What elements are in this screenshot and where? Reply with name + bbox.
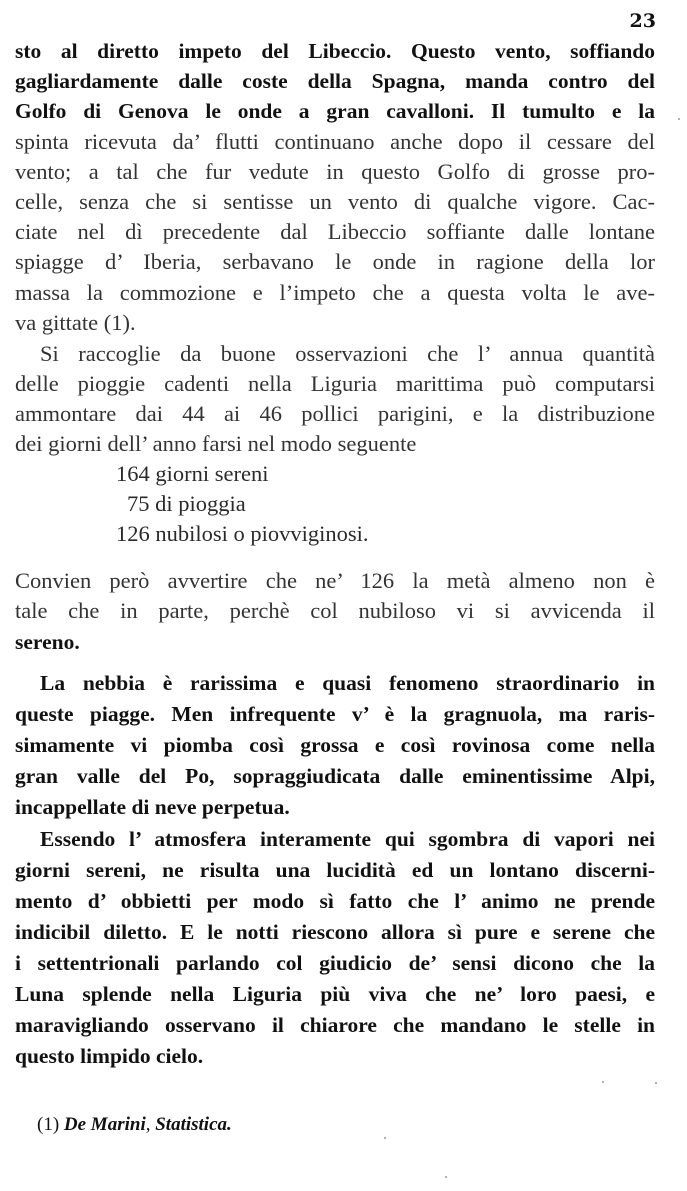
text-line: Convien però avvertire che ne’ 126 la metà almeno non è <box>15 568 655 593</box>
text-line: ciate nel dì precedente dal Libeccio soffiante dalle lontane <box>15 219 655 244</box>
text-line: ammontare dai 44 ai 46 pollici parigini, e la distribuzione <box>15 401 655 426</box>
text-line: spinta ricevuta da’ flutti continuano anche dopo il cessare del <box>15 129 655 154</box>
scan-speck <box>678 118 680 120</box>
text-line: incappellate di neve perpetua. <box>15 795 290 819</box>
scan-speck <box>384 1137 386 1139</box>
footnote-mark: (1) <box>37 1114 60 1135</box>
scan-speck <box>655 1082 657 1084</box>
text-line: queste piagge. Men infrequente v’ è la gragnuola, ma raris- <box>15 702 655 726</box>
text-line: sto al diretto impeto del Libeccio. Questo vento, soffiando <box>15 39 655 63</box>
distribution-count: 164 <box>116 461 150 486</box>
distribution-label: giorni sereni <box>155 461 269 486</box>
distribution-count: 75 <box>127 491 150 516</box>
text-line: simamente vi piomba così grossa e così rovinosa come nella <box>15 733 655 757</box>
text-line: celle, senza che si sentisse un vento di qualche vigore. Cac- <box>15 189 655 214</box>
text-line: Golfo di Genova le onde a gran cavalloni. Il tumulto e la <box>15 99 655 123</box>
text-line: vento; a tal che fur vedute in questo Golfo di grosse pro- <box>15 159 655 184</box>
text-line: sereno. <box>15 630 80 654</box>
distribution-item <box>127 489 246 519</box>
text-line: maravigliando osservano il chiarore che mandano le stelle in <box>15 1013 655 1037</box>
text-line: gagliardamente dalle coste della Spagna, manda contro del <box>15 69 655 93</box>
distribution-item <box>116 459 268 489</box>
text-line: tale che in parte, perchè col nubiloso vi si avvicenda il <box>15 598 655 623</box>
text-line: dei giorni dell’ anno farsi nel modo seguente <box>15 431 417 456</box>
distribution-count: 126 <box>116 521 150 546</box>
text-line: Si raccoglie da buone osservazioni che l’ annua quantità <box>40 341 655 366</box>
text-line: va gittate (1). <box>15 310 136 335</box>
text-line: giorni sereni, ne risulta una lucidità ed un lontano discerni- <box>15 858 655 882</box>
text-line: i settentrionali parlando col giudicio de’ sensi dicono che la <box>15 951 655 975</box>
text-line: Essendo l’ atmosfera interamente qui sgombra di vapori nei <box>40 827 655 851</box>
text-line: questo limpido cielo. <box>15 1044 204 1068</box>
page-number: 23 <box>629 10 656 32</box>
footnote-author: De Marini <box>63 1114 146 1135</box>
distribution-label: di pioggia <box>155 491 246 516</box>
scan-speck <box>602 1081 604 1083</box>
text-line: Luna splende nella Liguria più viva che ne’ loro paesi, e <box>15 982 655 1006</box>
text-line: mento d’ obbietti per modo sì fatto che l’ animo ne prende <box>15 889 655 913</box>
text-line: delle pioggie cadenti nella Liguria marittima può computarsi <box>15 371 655 396</box>
text-line: massa la commozione e l’impeto che a questa volta le ave- <box>15 280 655 305</box>
distribution-label: nubilosi o piovviginosi. <box>155 521 369 546</box>
footnote-separator: , <box>145 1114 151 1135</box>
footnote <box>37 1114 232 1136</box>
text-line: La nebbia è rarissima e quasi fenomeno straordinario in <box>40 671 655 695</box>
scan-speck <box>445 1176 447 1178</box>
distribution-item <box>116 519 369 549</box>
text-line: indicibil diletto. E le notti riescono allora sì pure e serene che <box>15 920 655 944</box>
text-line: gran valle del Po, sopraggiudicata dalle eminentissime Alpi, <box>15 764 655 788</box>
text-line: spiagge d’ Iberia, serbavano le onde in ragione della lor <box>15 249 655 274</box>
footnote-title: Statistica. <box>155 1114 232 1135</box>
